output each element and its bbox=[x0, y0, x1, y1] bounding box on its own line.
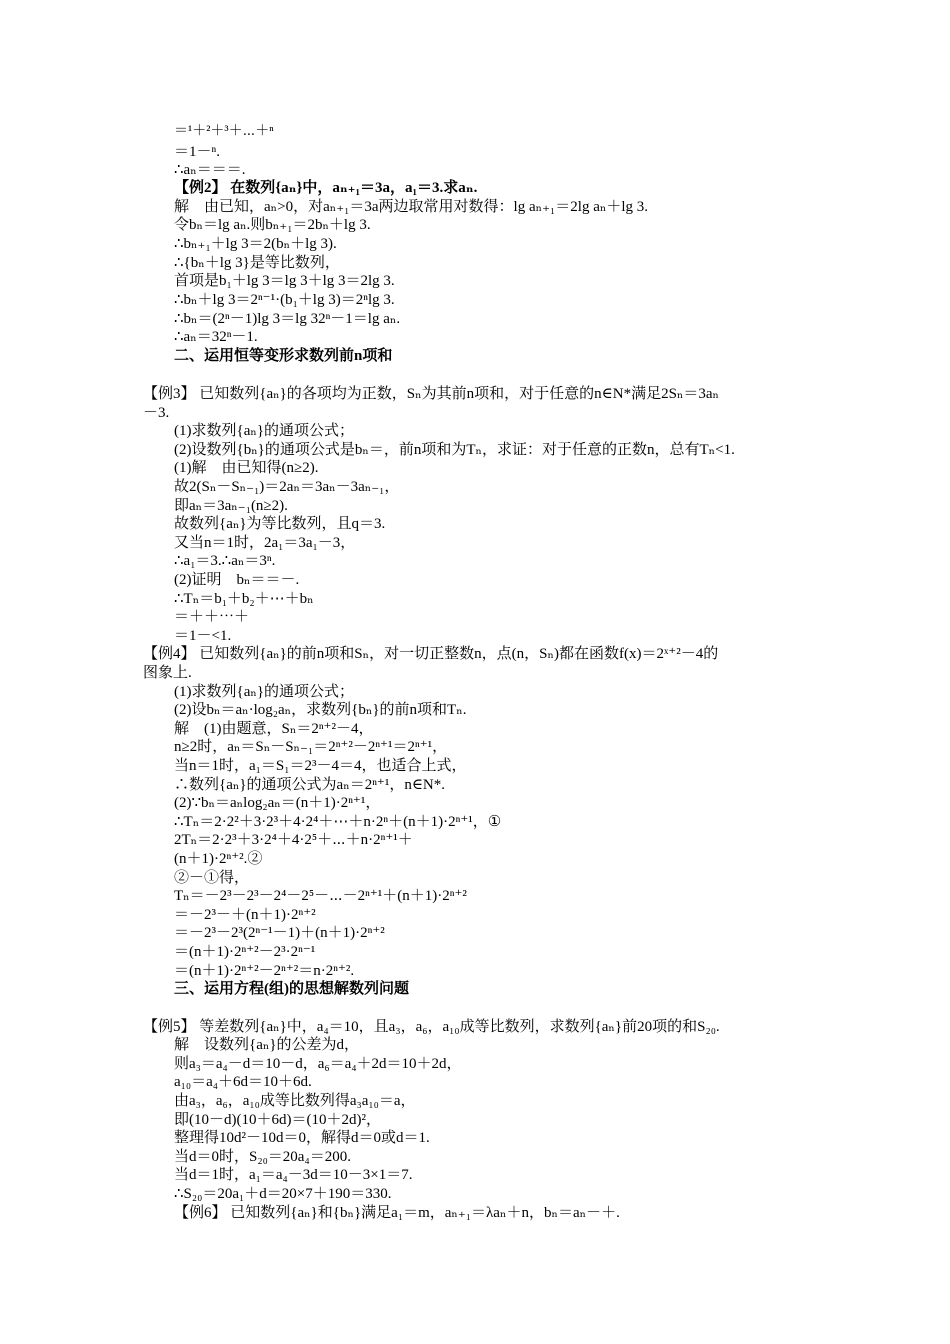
text-line: ∴S₂₀＝20a₁＋d＝20×7＋190＝330. bbox=[174, 1186, 392, 1202]
text-line: 即aₙ＝3aₙ₋₁(n≥2). bbox=[174, 498, 288, 514]
text-line: (n＋1)·2ⁿ⁺².② bbox=[174, 851, 263, 867]
text-line: 即(10－d)(10＋6d)＝(10＋2d)²， bbox=[174, 1112, 381, 1128]
text-line: 当n＝1时，a₁＝S₁＝2³－4＝4，也适合上式， bbox=[174, 758, 467, 774]
example-heading: 【例5】 等差数列{aₙ}中，a₄＝10，且a₃，a₆，a₁₀成等比数列，求数列{aₙ}前20项的和S₂₀. bbox=[143, 1019, 720, 1035]
text-line: ＝－2³－＋(n＋1)·2ⁿ⁺² bbox=[174, 907, 316, 923]
text-line: 解 (1)由题意，Sₙ＝2ⁿ⁺²－4， bbox=[174, 721, 374, 737]
text-line: (1)求数列{aₙ}的通项公式； bbox=[174, 684, 355, 700]
text-line: 则a₃＝a₄－d＝10－d，a₆＝a₄＋2d＝10＋2d， bbox=[174, 1056, 462, 1072]
text-line: ∴a₁＝3.∴aₙ＝3ⁿ. bbox=[174, 553, 276, 569]
text-line: Tₙ＝－2³－2³－2⁴－2⁵－⋯－2ⁿ⁺¹＋(n＋1)·2ⁿ⁺² bbox=[174, 888, 467, 904]
text-line: 首项是b₁＋lg 3＝lg 3＋lg 3＝2lg 3. bbox=[174, 273, 395, 289]
text-line: 又当n＝1时，2a₁＝3a₁－3， bbox=[174, 535, 356, 551]
text-line: ＝1－<1. bbox=[174, 628, 232, 644]
text-line: (2)∵bₙ＝aₙlog₂aₙ＝(n＋1)·2ⁿ⁺¹， bbox=[174, 795, 381, 811]
text-line: ∴Tₙ＝b₁＋b₂＋⋯＋bₙ bbox=[174, 591, 314, 607]
text-line: ∴数列{aₙ}的通项公式为aₙ＝2ⁿ⁺¹，n∈N*. bbox=[174, 777, 446, 793]
text-line: (2)设数列{bₙ}的通项公式是bₙ＝，前n项和为Tₙ，求证：对于任意的正数n，总有Tₙ<1. bbox=[174, 442, 735, 458]
text-line: ②－①得， bbox=[174, 870, 250, 886]
text-line: 解 由已知，aₙ>0，对aₙ₊₁＝3a两边取常用对数得：lg aₙ₊₁＝2lg aₙ＋lg 3. bbox=[174, 199, 649, 215]
section-heading: 二、运用恒等变形求数列前n项和 bbox=[174, 348, 393, 364]
text-line: 当d＝1时，a₁＝a₄－3d＝10－3×1＝7. bbox=[174, 1167, 413, 1183]
text-line: ∴aₙ＝32ⁿ－1. bbox=[174, 329, 258, 345]
text-line: ∴bₙ＋lg 3＝2ⁿ⁻¹·(b₁＋lg 3)＝2ⁿlg 3. bbox=[174, 292, 395, 308]
text-line: 解 设数列{aₙ}的公差为d， bbox=[174, 1037, 360, 1053]
text-line: (1)解 由已知得(n≥2). bbox=[174, 460, 319, 476]
text-line: 故2(Sₙ－Sₙ₋₁)＝2aₙ＝3aₙ－3aₙ₋₁， bbox=[174, 479, 400, 495]
text-line: 2Tₙ＝2·2³＋3·2⁴＋4·2⁵＋⋯＋n·2ⁿ⁺¹＋ bbox=[174, 832, 413, 848]
example-heading: 【例6】 已知数列{aₙ}和{bₙ}满足a₁＝m，aₙ₊₁＝λaₙ＋n，bₙ＝aₙ－＋. bbox=[174, 1205, 620, 1221]
text-line: (2)证明 bₙ＝＝－. bbox=[174, 572, 300, 588]
text-line: ＝¹＋²＋³＋⋯＋ⁿ bbox=[174, 124, 274, 139]
text-line: ∴aₙ＝＝＝. bbox=[174, 162, 246, 178]
text-line: a₁₀＝a₄＋6d＝10＋6d. bbox=[174, 1074, 312, 1090]
text-line: 由a₃，a₆，a₁₀成等比数列得a₃a₁₀＝a， bbox=[174, 1093, 416, 1109]
text-line: 令bₙ＝lg aₙ.则bₙ₊₁＝2bₙ＋lg 3. bbox=[174, 217, 371, 233]
text-line: 故数列{aₙ}为等比数列，且q＝3. bbox=[174, 516, 386, 532]
text-line: ∴bₙ＝(2ⁿ－1)lg 3＝lg 32ⁿ－1＝lg aₙ. bbox=[174, 311, 401, 327]
text-line: 当d＝0时，S₂₀＝20a₄＝200. bbox=[174, 1149, 351, 1165]
text-line: (1)求数列{aₙ}的通项公式； bbox=[174, 423, 355, 439]
text-line: ＝＋＋⋯＋ bbox=[174, 609, 250, 625]
text-line: ∴Tₙ＝2·2²＋3·2³＋4·2⁴＋⋯＋n·2ⁿ＋(n＋1)·2ⁿ⁺¹，① bbox=[174, 814, 502, 830]
section-heading: 三、运用方程(组)的思想解数列问题 bbox=[174, 981, 409, 997]
example-heading: 【例3】 已知数列{aₙ}的各项均为正数，Sₙ为其前n项和，对于任意的n∈N*满足2Sₙ＝3aₙ bbox=[143, 386, 720, 402]
text-line: ＝1－ⁿ. bbox=[174, 144, 220, 160]
text-line: ＝－2³－2³(2ⁿ⁻¹－1)＋(n＋1)·2ⁿ⁺² bbox=[174, 925, 385, 941]
text-line: －3. bbox=[143, 405, 170, 421]
text-line: 图象上. bbox=[143, 665, 192, 681]
example-heading: 【例2】 在数列{aₙ}中，aₙ₊₁＝3a，a₁＝3.求aₙ. bbox=[174, 180, 478, 196]
text-line: ＝(n＋1)·2ⁿ⁺²－2³·2ⁿ⁻¹ bbox=[174, 944, 316, 960]
text-line: 整理得10d²－10d＝0，解得d＝0或d＝1. bbox=[174, 1130, 430, 1146]
text-line: ＝(n＋1)·2ⁿ⁺²－2ⁿ⁺²＝n·2ⁿ⁺². bbox=[174, 963, 355, 979]
text-line: n≥2时，aₙ＝Sₙ－Sₙ₋₁＝2ⁿ⁺²－2ⁿ⁺¹＝2ⁿ⁺¹， bbox=[174, 739, 448, 755]
text-line: (2)设bₙ＝aₙ·log₂aₙ，求数列{bₙ}的前n项和Tₙ. bbox=[174, 702, 467, 718]
text-line: ∴bₙ₊₁＋lg 3＝2(bₙ＋lg 3). bbox=[174, 236, 337, 252]
text-line: ∴{bₙ＋lg 3}是等比数列， bbox=[174, 255, 340, 271]
example-heading: 【例4】 已知数列{aₙ}的前n项和Sₙ，对一切正整数n，点(n，Sₙ)都在函数f(x)＝2ˣ⁺²－4的 bbox=[143, 646, 719, 662]
